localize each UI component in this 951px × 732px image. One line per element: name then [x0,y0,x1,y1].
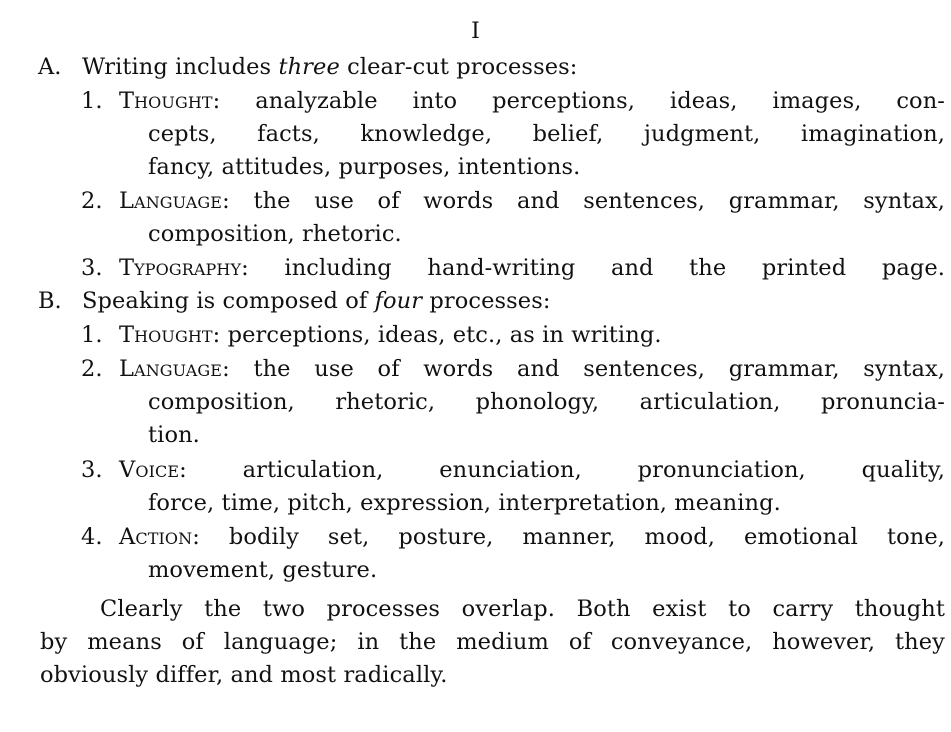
list-item-language [119,354,945,384]
intro-emphasis: three [278,54,340,80]
item-number: 1. [81,88,103,114]
item-continuation: cepts, facts, knowledge, belief, judgment, imagination, [148,121,945,147]
item-continuation: tion. [148,422,200,448]
item-sep: : [212,88,256,114]
intro-text: Writing includes [82,54,279,80]
item-term: Thought [119,322,213,348]
section-heading: I [471,19,480,44]
item-term: Voice [119,457,180,483]
section-b-label: B. [38,288,62,314]
item-text: the use of words and sentences, grammar, syntax, [253,356,945,382]
list-item-language [119,186,945,216]
item-text: articulation, enunciation, pronunciation, quality, [242,457,946,483]
item-text: perceptions, ideas, etc., as in writing. [227,322,662,348]
list-item-typography [119,253,945,283]
list-item-action [119,522,945,552]
item-number: 1. [81,322,103,348]
item-continuation: composition, rhetoric. [148,221,402,247]
intro-text: clear-cut processes: [339,54,578,80]
paragraph-line: Clearly the two processes overlap. Both exist to carry thought [100,596,945,622]
item-sep: : [179,457,243,483]
item-sep: : [192,524,229,550]
item-number: 2. [81,356,103,382]
item-term: Action [119,524,193,550]
item-sep: : [241,255,285,281]
item-sep: : [222,188,254,214]
section-a-label: A. [38,54,62,80]
section-a-intro [82,52,577,82]
item-number: 4. [81,524,103,550]
item-continuation: movement, gesture. [148,557,378,583]
item-text: analyzable into perceptions, ideas, images, con- [255,88,945,114]
intro-text: Speaking is composed of [82,288,375,314]
item-text: including hand-writing and the printed page. [284,255,946,281]
item-number: 3. [81,255,103,281]
item-term: Typography [119,255,242,281]
list-item-voice [119,455,945,485]
item-sep: : [212,322,228,348]
list-item-thought [119,86,945,116]
item-sep: : [222,356,254,382]
item-text: bodily set, posture, manner, mood, emotional tone, [228,524,945,550]
item-continuation: force, time, pitch, expression, interpretation, meaning. [148,490,781,516]
item-continuation: fancy, attitudes, purposes, intentions. [148,154,581,180]
intro-text: processes: [422,288,551,314]
item-continuation: composition, rhetoric, phonology, articulation, pronuncia- [148,389,945,415]
item-text: the use of words and sentences, grammar, syntax, [253,188,945,214]
intro-emphasis: four [374,288,423,314]
item-number: 2. [81,188,103,214]
item-number: 3. [81,457,103,483]
item-term: Thought [119,88,213,114]
list-item-thought [119,320,662,350]
item-term: Language [119,188,223,214]
paragraph-line: by means of language; in the medium of conveyance, however, they [40,629,945,655]
paragraph-line: obviously differ, and most radically. [40,662,448,688]
item-term: Language [119,356,223,382]
section-b-intro [82,286,551,316]
